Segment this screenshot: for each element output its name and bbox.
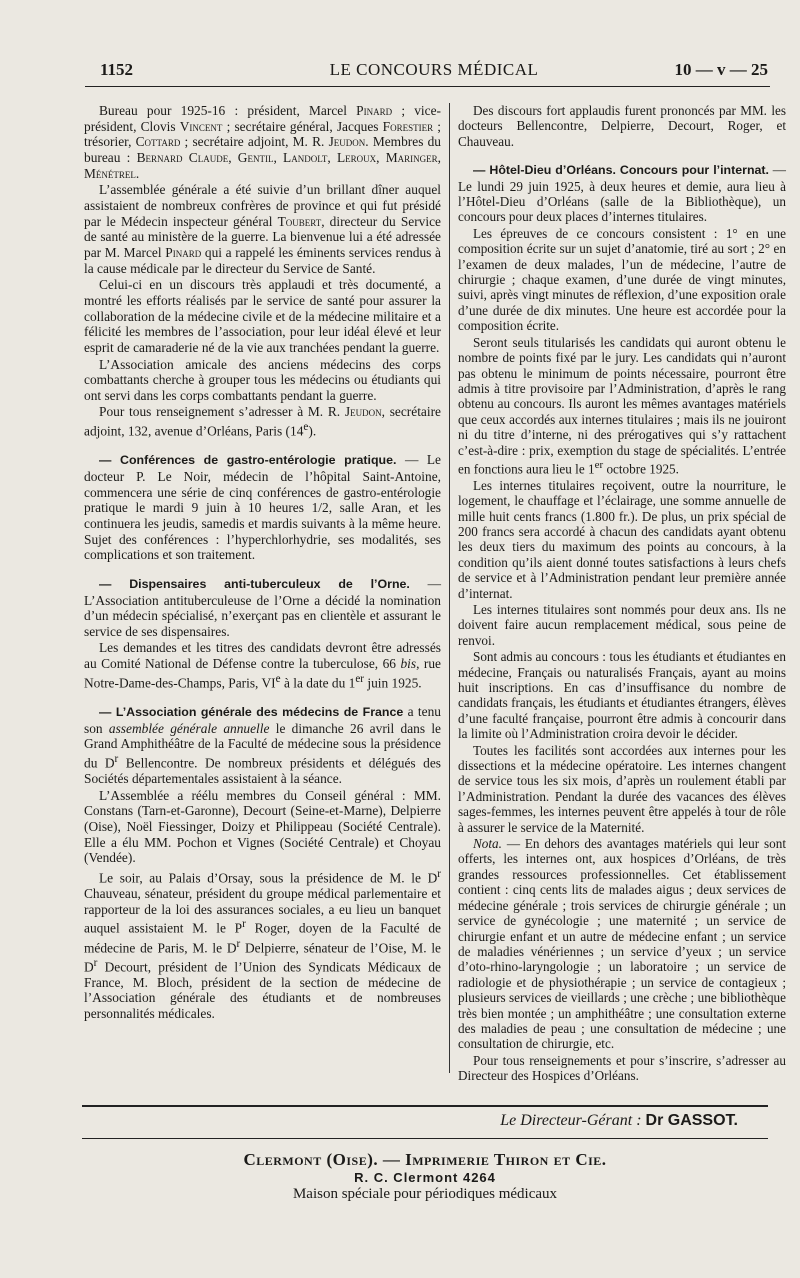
issue-date: 10 — v — 25 bbox=[674, 60, 768, 79]
facilites-paragraph: Toutes les facilités sont accordées aux internes pour les dissections et la médecine opératoire. Les internes changent de service tous les six mois, d’après un roulement établi par l’Administration. Pendant la durée des vacances des élèves sages-femmes, les internes peuvent être appelés à tour de rôle à assurer le service de la Maternité. bbox=[458, 742, 786, 835]
contact-paragraph: Pour tous renseignement s’adresser à M. R. Jeudon, secrétaire adjoint, 132, avenue d’Orléans, Paris (14e). bbox=[84, 404, 442, 439]
orne-section: — Dispensaires anti-tuberculeux de l’Orne. — L’Association antituberculeuse de l’Orne a décidé la nomination d’un médecin spécialisé, n’exerçant pas en clientèle et assurant le service de ses dispensaires. bbox=[84, 575, 441, 639]
registration-line: R. C. Clermont 4264 bbox=[354, 1170, 496, 1185]
remuneration-paragraph: Les internes titulaires reçoivent, outre la nourriture, le logement, le chauffage et l’éclairage, une somme annuelle de mille huit cents francs (1.800 fr.). De plus, un prix spécial de 200 francs sera accordé à chacun des candidats ayant obtenu les deux tiers du maximum des points au concours, à la condition qu’ils aient donné toutes satisfactions à leurs chefs de service et à l’Administration pendant leur première année d’internat. bbox=[458, 477, 786, 601]
epreuves-paragraph: Les épreuves de ce concours consistent : 1° en une composition écrite sur un sujet d’anatomie, tiré au sort ; 2° en l’examen de deux malades, l’un de médecine, l’autre de chirurgie ; chaque examen, d’une durée de vingt minutes, suivi, après vingt minutes de réflexion, d’une exposition orale d’une durée de dix minutes. Une heure est accordée pour la composition écrite. bbox=[458, 225, 786, 334]
orleans-section: — Hôtel-Dieu d’Orléans. Concours pour l’internat. — Le lundi 29 juin 1925, à deux heures et demie, aura lieu à l’Hôtel-Dieu d’Orléans (salle de la Bibliothèque), un concours pour deux places d’internes titulaires. bbox=[458, 162, 786, 225]
agmf-paragraph-2: L’Assemblée a réélu membres du Conseil général : MM. Constans (Tarn-et-Garonne), Decourt (Seine-et-Marne), Delpierre (Oise), Noël Fiessinger, Doizy et Philippeau (Société Centrale). Elle a élu MM. Pochon et Vignes (Société Centrale) et Choyau (Vendée). bbox=[84, 787, 441, 866]
orne-paragraph-2: Les demandes et les titres des candidats devront être adressés au Comité National de Défense contre la tuberculose, 66 bis, rue Notre-Dame-des-Champs, Paris, VIe à la date du 1er juin 1925. bbox=[84, 640, 442, 691]
dinner-paragraph: L’assemblée générale a été suivie d’un brillant dîner auquel assistaient de nombreux confrères de province et qui fut présidé par le Médecin inspecteur général Toubert, directeur du Service de santé au ministère de la guerre. La bienvenue lui a été adressée par M. Marcel Pinard qui a rappelé les éminents services rendus à la cause médicale par le directeur du Service de Santé. bbox=[84, 182, 441, 276]
renseignements-paragraph: Pour tous renseignements et pour s’inscrire, s’adresser au Directeur des Hospices d’Orléans. bbox=[458, 1052, 786, 1084]
column-divider bbox=[449, 103, 450, 1073]
titularises-paragraph: Seront seuls titularisés les candidats qui auront obtenu le nombre de points fixé par le jury. Les candidats qui n’auront pas obtenu le minimum de points nécessaire, pourront être admis à titre provisoire par l’Administration, d’après le rang obtenu au concours. Ils auront les mêmes avantages matériels que ceux accordés aux internes titulaires ; mais ils ne jouiront ni du titre d’interne, ni des prérogatives qui s’y rattachent c’est-à-dire : prix, exemption du stage de spécialités. L’entrée en fonctions aura lieu le 1er octobre 1925. bbox=[458, 334, 786, 477]
director-line: Le Directeur-Gérant : Dr GASSOT. bbox=[500, 1112, 738, 1129]
nota-paragraph: Nota. — En dehors des avantages matériels qui leur sont offerts, les internes ont, aux hospices d’Orléans, de très grandes ressources professionnelles. Cet établissement contient : cinq cents lits de malades aigus ; deux services de médecine générale ; trois services de chirurgie générale ; un service de gynécologie ; une maternité ; un service de chirurgie enfant et un autre de médecine enfant ; un service de maladies vénériennes ; un service d’yeux ; un service d’oto-rhino-laryngologie ; un laboratoire ; un service de radiologie et de physiothérapie ; un service de contagieux ; plusieurs services de vieillards ; une crèche ; une bibliothèque très bien montée ; un amphithéâtre ; une consultation externe des maladies de peau ; une consultation de médecine ; une consultation de chirurgie, etc. bbox=[458, 836, 786, 1052]
agmf-paragraph-3: Le soir, au Palais d’Orsay, sous la présidence de M. le $D^r$ Chauveau, sénateur, président du groupe médical parlementaire et rapporteur de la loi des assurances sociales, a eu lieu un banquet auquel assistaient M. le $P^r$ Roger, doyen de la Faculté de médecine de Paris, M. le $D^r$ Delpierre, sénateur de l’Oise, M. le $D^r$ Decourt, président de l’Union des Syndicats Médicaux de France, M. Bloch, président de la section de médecine de l’Association générale des étudiants et de nombreuses personnalités médicales. bbox=[84, 867, 441, 1022]
page-number: 1152 bbox=[100, 60, 134, 79]
footer-rule-top bbox=[82, 1105, 768, 1107]
agmf-heading: — L’Association générale des médecins de France bbox=[99, 704, 404, 719]
agmf-section: — L’Association générale des médecins de France a tenu son assemblée générale annuelle le dimanche 26 avril dans le Grand Amphithéâtre de la Faculté de médecine sous la présidence du $D^r$ Bellencontre. De nombreux présidents et délégués des Sociétés départementales assistaient à la séance. bbox=[84, 703, 441, 786]
gastro-heading: — Conférences de gastro-entérologie pratique. bbox=[99, 453, 397, 468]
bureau-paragraph: Bureau pour 1925-16 : président, Marcel Pinard ; vice-président, Clovis Vincent ; secrétaire général, Jacques Forestier ; trésorier, Cottard ; secrétaire adjoint, M. R. Jeudon. Membres du bureau : Bernard Claude, Gentil, Landolt, Leroux, Maringer, Ménétrel. bbox=[84, 103, 442, 181]
header-rule bbox=[85, 86, 770, 87]
footer-rule-bottom bbox=[82, 1138, 768, 1139]
journal-title: LE CONCOURS MÉDICAL bbox=[329, 60, 539, 79]
running-head bbox=[100, 60, 768, 84]
right-column bbox=[458, 103, 786, 1085]
association-paragraph: L’Association amicale des anciens médecins des corps combattants cherche à grouper tous les médecins ou étudiants qui ont servi dans les corps combattants pendant la guerre. bbox=[84, 356, 441, 403]
discours-paragraph: Des discours fort applaudis furent prononcés par MM. les docteurs Bellencontre, Delpierre, Decourt, Roger, et Chauveau. bbox=[458, 103, 786, 149]
gastro-section: — Conférences de gastro-entérologie pratique. — Le docteur P. Le Noir, médecin de l’hôpital Saint-Antoine, commencera une série de cinq conférences de gastro-entérologie pratique le mardi 9 juin à 10 heures 1/2, salle Aran, et les continuera les jeudis, samedis et mardis suivants à la même heure. Sujet des conférences : l’hyperchlorhydrie, ses modalités, ses complications et son traitement. bbox=[84, 452, 441, 563]
orleans-heading: — Hôtel-Dieu d’Orléans. Concours pour l’internat. bbox=[473, 163, 769, 178]
specialty-line: Maison spéciale pour périodiques médicaux bbox=[292, 1186, 558, 1202]
left-column bbox=[84, 103, 441, 1023]
speech-paragraph: Celui-ci en un discours très applaudi et très documenté, a montré les efforts réalisés par le service de santé pour assurer la collaboration de la médecine civile et de la médecine militaire et a félicité les membres de l’association, pour leur idéal élevé et leur esprit de camaraderie né de la vie aux tranchées pendant la guerre. bbox=[84, 277, 441, 355]
orne-heading: — Dispensaires anti-tuberculeux de l’Orne. bbox=[99, 576, 410, 591]
nomination-paragraph: Les internes titulaires sont nommés pour deux ans. Ils ne doivent faire aucun remplacement médical, sous peine de renvoi. bbox=[458, 601, 786, 648]
admission-paragraph: Sont admis au concours : tous les étudiants et étudiantes en médecine, Français ou naturalisés Français, ayant au moins huit inscriptions. En cas d’insuffisance du nombre de candidats français, les étudiants et étudiantes étrangers, élèves d’une faculté française, pourront être admis à concourir dans la limite où l’Administration croira devoir le décider. bbox=[458, 649, 786, 742]
printer-line: Clermont (Oise). — Imprimerie Thiron et Cie. bbox=[243, 1150, 607, 1169]
